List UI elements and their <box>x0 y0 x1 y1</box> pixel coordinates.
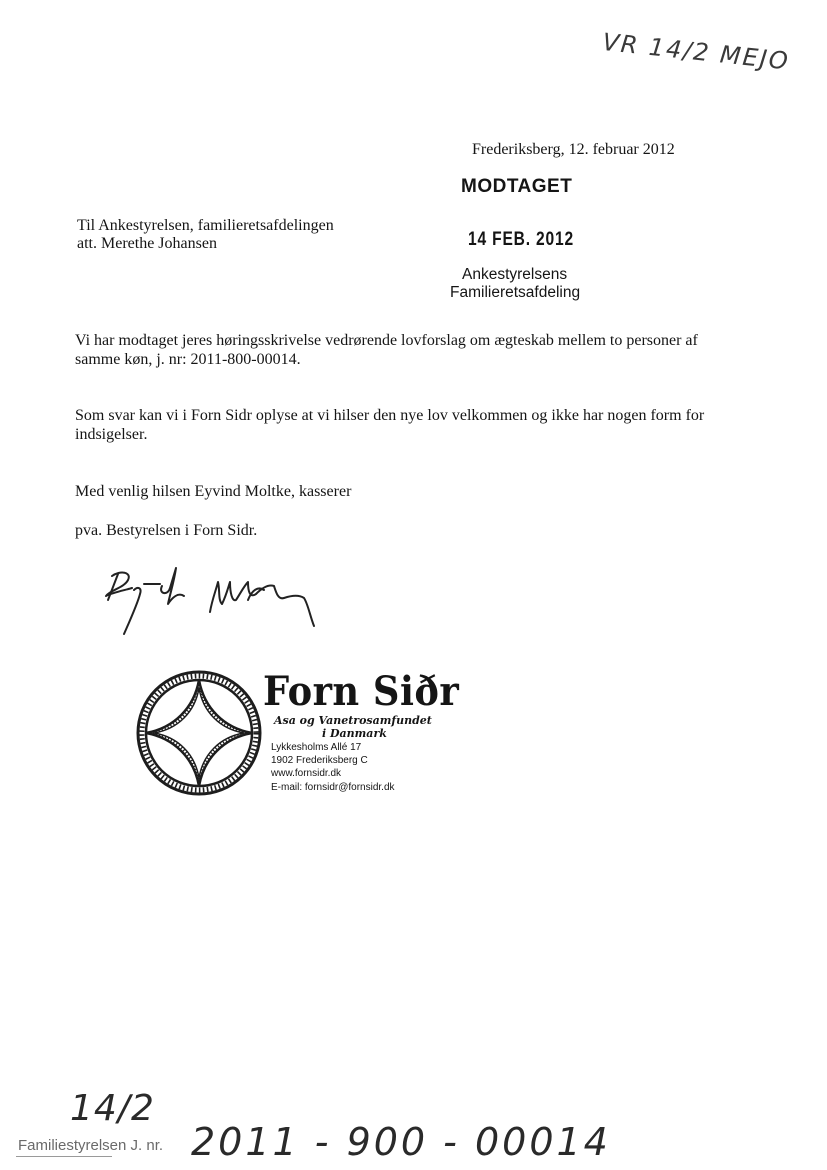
body-paragraph-acknowledgement <box>75 331 755 369</box>
journal-number-label: Familiestyrelsen J. nr. <box>18 1137 164 1154</box>
paragraph-line: Vi har modtaget jeres høringsskrivelse vedrørende lovforslag om ægteskab mellem to personer af <box>75 332 698 349</box>
received-stamp-department-line1: Ankestyrelsens <box>462 266 568 283</box>
recipient-organization: Til Ankestyrelsen, familieretsafdelingen <box>77 217 334 234</box>
footer-underline <box>16 1156 112 1157</box>
letterhead-subtitle-country: i Danmark <box>322 727 387 740</box>
letterhead-subtitle: Asa og Vanetrosamfundet <box>274 714 432 727</box>
letter-date: Frederiksberg, 12. februar 2012 <box>472 141 675 158</box>
paragraph-line: samme køn, j. nr: 2011-800-00014. <box>75 351 301 368</box>
forn-sidr-emblem-icon <box>134 668 264 798</box>
letterhead-website: www.fornsidr.dk <box>271 768 342 779</box>
handwritten-signature <box>98 560 328 642</box>
paragraph-line: indsigelser. <box>75 426 148 443</box>
handwritten-case-number: 2011 - 900 - 00014 <box>191 1120 611 1164</box>
recipient-attention: att. Merethe Johansen <box>77 235 217 252</box>
handwritten-footer-date: 14/2 <box>70 1088 155 1129</box>
letterhead-email: E-mail: fornsidr@fornsidr.dk <box>271 782 395 793</box>
letterhead-street: Lykkesholms Allé 17 <box>271 742 362 753</box>
letterhead-city: 1902 Frederiksberg C <box>271 755 368 766</box>
on-behalf-of-line: pva. Bestyrelsen i Forn Sidr. <box>75 522 258 539</box>
received-stamp-date: 14 FEB. 2012 <box>468 229 574 250</box>
paragraph-line: Som svar kan vi i Forn Sidr oplyse at vi hilser den nye lov velkommen og ikke har nogen form for <box>75 407 705 424</box>
letterhead-organization-name: Forn Siðr <box>263 668 460 715</box>
received-stamp-department-line2: Familieretsafdeling <box>450 284 581 301</box>
handwritten-received-note: VR 14/2 MEJO <box>601 28 792 76</box>
closing-greeting: Med venlig hilsen Eyvind Moltke, kasserer <box>75 483 352 500</box>
body-paragraph-response <box>75 406 755 444</box>
received-stamp-title: MODTAGET <box>461 176 573 197</box>
